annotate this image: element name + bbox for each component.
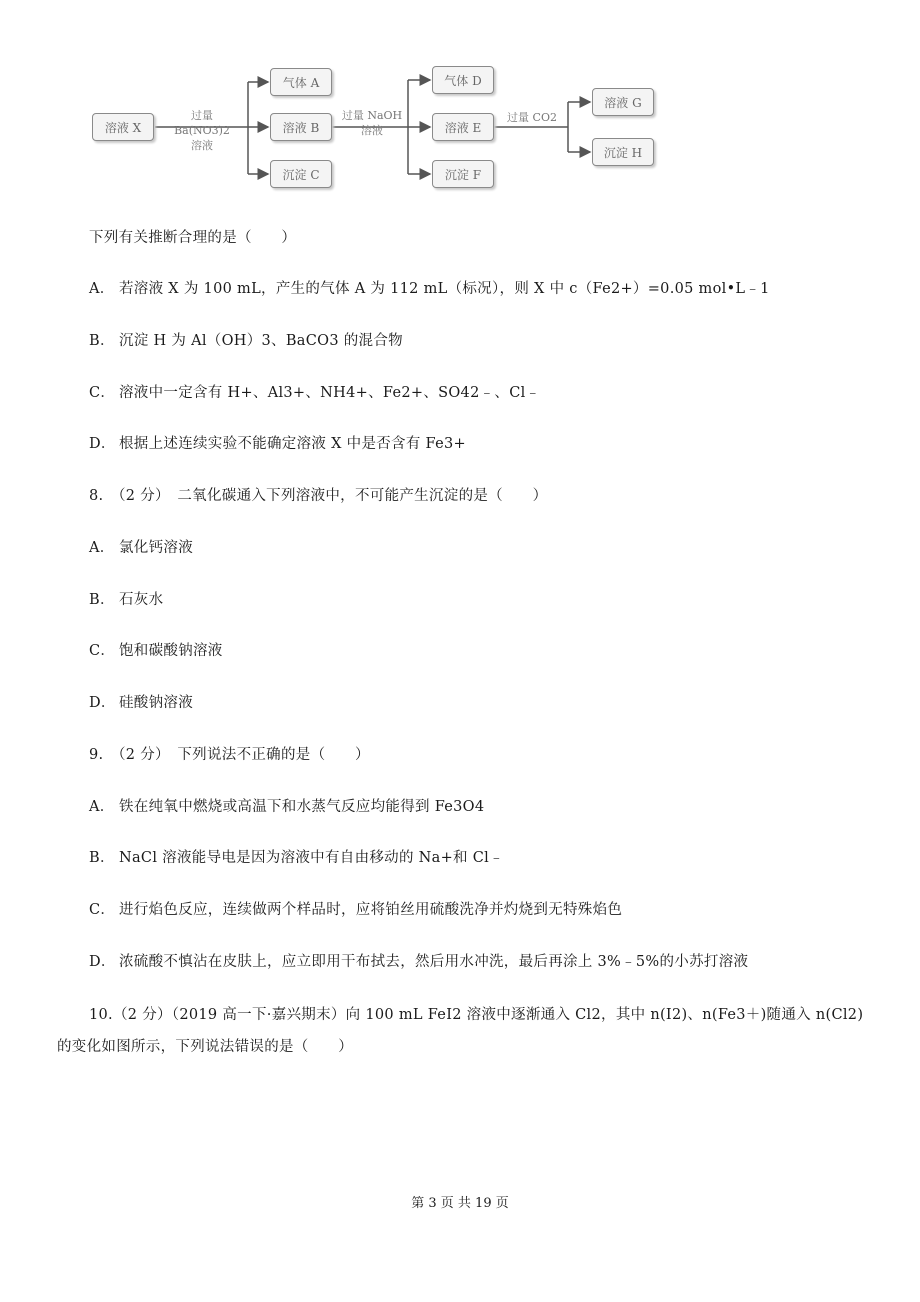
q7-option-b: B． 沉淀 H 为 Al（OH）3、BaCO3 的混合物 — [89, 333, 403, 349]
q9-option-a: A． 铁在纯氧中燃烧或高温下和水蒸气反应均能得到 Fe3O4 — [89, 799, 485, 815]
q8-option-b: B． 石灰水 — [89, 592, 164, 608]
step3-label: 过量 CO2 — [507, 111, 557, 124]
q8-option-d: D． 硅酸钠溶液 — [89, 695, 193, 711]
q8-stem: 8. （2 分） 二氧化碳通入下列溶液中，不可能产生沉淀的是（ ） — [89, 488, 548, 504]
q10-stem-line2: 的变化如图所示，下列说法错误的是（ ） — [57, 1039, 353, 1055]
q10-stem-line1: 10.（2 分）（2019 高一下·嘉兴期末）向 100 mL FeI2 溶液中逐渐通入 Cl2，其中 n(I2)、n(Fe3＋)随通入 n(Cl2) — [89, 1007, 864, 1023]
box-precipitate-h: 沉淀 H — [592, 138, 654, 166]
q9-option-c: C． 进行焰色反应，连续做两个样品时，应将铂丝用硫酸洗净并灼烧到无特殊焰色 — [89, 902, 623, 918]
box-precipitate-c: 沉淀 C — [270, 160, 332, 188]
q9-option-b: B． NaCl 溶液能导电是因为溶液中有自由移动的 Na+和 Cl﹣ — [89, 850, 504, 866]
box-gas-d: 气体 D — [432, 66, 494, 94]
box-solution-x: 溶液 X — [92, 113, 154, 141]
reaction-flowchart — [80, 58, 680, 208]
step2-label: 过量 NaOH 溶液 — [341, 109, 403, 137]
box-precipitate-f: 沉淀 F — [432, 160, 494, 188]
box-solution-g: 溶液 G — [592, 88, 654, 116]
q9-stem: 9. （2 分） 下列说法不正确的是（ ） — [89, 747, 370, 763]
q7-option-d: D． 根据上述连续实验不能确定溶液 X 中是否含有 Fe3+ — [89, 436, 466, 452]
box-solution-e: 溶液 E — [432, 113, 494, 141]
box-solution-b: 溶液 B — [270, 113, 332, 141]
q7-option-a: A． 若溶液 X 为 100 mL，产生的气体 A 为 112 mL（标况），则 X 中 c（Fe2+）=0.05 mol•L﹣1 — [89, 281, 770, 297]
step1-label: 过量 Ba(NO3)2 溶液 — [174, 109, 230, 152]
q7-option-c: C． 溶液中一定含有 H+、Al3+、NH4+、Fe2+、SO42﹣、Cl﹣ — [89, 385, 541, 401]
q8-option-c: C． 饱和碳酸钠溶液 — [89, 643, 223, 659]
q8-option-a: A． 氯化钙溶液 — [89, 540, 193, 556]
box-gas-a: 气体 A — [270, 68, 332, 96]
q7-stem: 下列有关推断合理的是（ ） — [89, 230, 297, 246]
q9-option-d: D． 浓硫酸不慎沾在皮肤上，应立即用干布拭去，然后用水冲洗，最后再涂上 3%﹣5%的小苏打溶液 — [89, 954, 749, 970]
page-footer: 第 3 页 共 19 页 — [411, 1196, 509, 1211]
